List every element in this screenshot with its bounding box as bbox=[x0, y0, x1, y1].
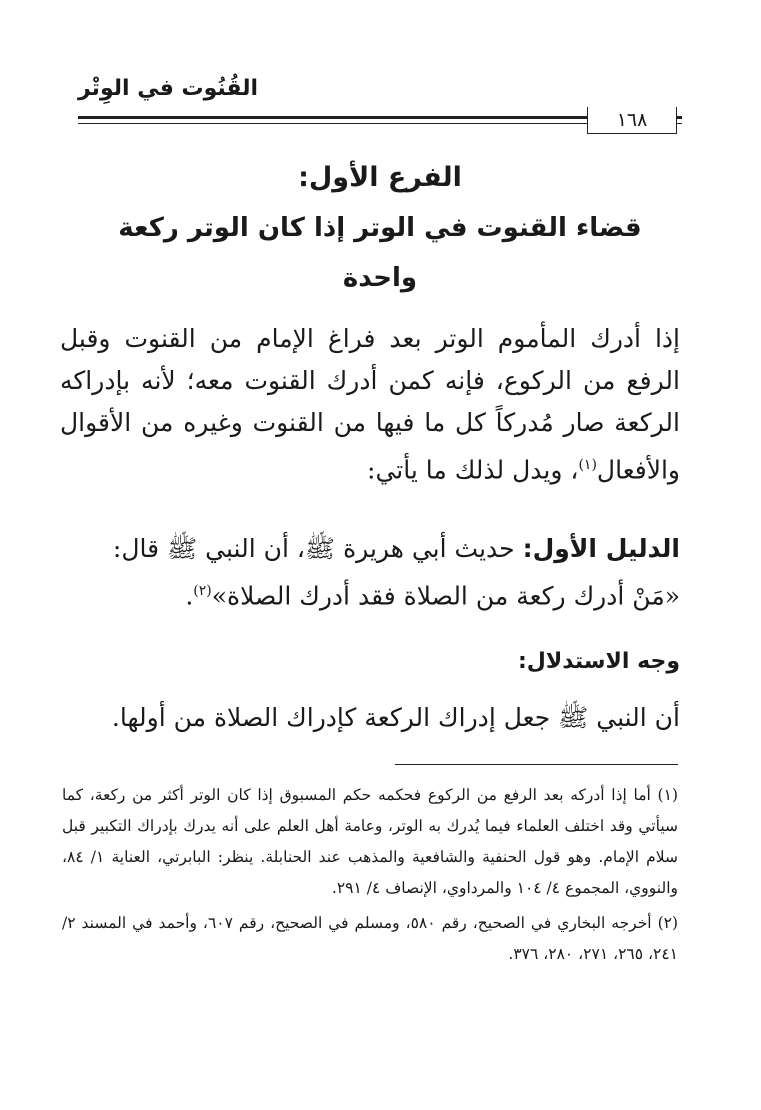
footnote-divider bbox=[395, 764, 678, 765]
running-header-title: القُنُوت في الوِتْر bbox=[78, 76, 259, 101]
footnote-2: (٢) أخرجه البخاري في الصحيح، رقم ٥٨٠، ومسلم في الصحيح، رقم ٦٠٧، وأحمد في المسند ٢/ ٢٤١، ٢٦٥، ٢٧١، ٢٨٠، ٣٧٦. bbox=[62, 914, 679, 963]
inference-heading: وجه الاستدلال: bbox=[517, 649, 680, 674]
main-paragraph bbox=[60, 318, 680, 491]
conclusion-paragraph: أن النبي ﷺ جعل إدراك الركعة كإدراك الصلاة من أولها. bbox=[111, 703, 680, 732]
footnote-ref-2: (٢) bbox=[193, 583, 212, 599]
section-title: الفرع الأول: bbox=[298, 162, 462, 193]
evidence-paragraph bbox=[60, 528, 680, 617]
footnotes bbox=[62, 780, 678, 974]
evidence-label: الدليل الأول: bbox=[522, 534, 680, 563]
section-subtitle: قضاء القنوت في الوتر إذا كان الوتر ركعة واحدة bbox=[118, 213, 642, 293]
paragraph-tail: ، ويدل لذلك ما يأتي: bbox=[367, 455, 579, 485]
paragraph-text: إذا أدرك المأموم الوتر بعد فراغ الإمام من القنوت وقبل الرفع من الركوع، فإنه كمن أدرك القنوت معه؛ لأنه بإدراكه الركعة صار مُدركاً كل ما فيها من القنوت وغيره من الأقوال والأفعال bbox=[60, 324, 680, 485]
footnote-1: (١) أما إذا أدركه بعد الرفع من الركوع فحكمه حكم المسبوق إذا كان الوتر أكثر من ركعة، كما سيأتي وقد اختلف العلماء فيما يُدرك به الوتر، وعامة أهل العلم على أنه يدرك بإدراك التكبير قبل سلام الإمام. وهو قول الحنفية والشافعية والمذهب عند الحنابلة. ينظر: البابرتي، العناية ١/ ٨٤، والنووي، المجموع ٤/ ١٠٤ والمرداوي، الإنصاف ٤/ ٢٩١. bbox=[62, 786, 678, 897]
footnote-ref-1: (١) bbox=[578, 457, 597, 473]
evidence-text: حديث أبي هريرة ﷺ، أن النبي ﷺ قال: «مَنْ أدرك ركعة من الصلاة فقد أدرك الصلاة» bbox=[112, 534, 680, 611]
evidence-tail: . bbox=[185, 581, 194, 611]
page-number: ١٦٨ bbox=[587, 107, 677, 134]
